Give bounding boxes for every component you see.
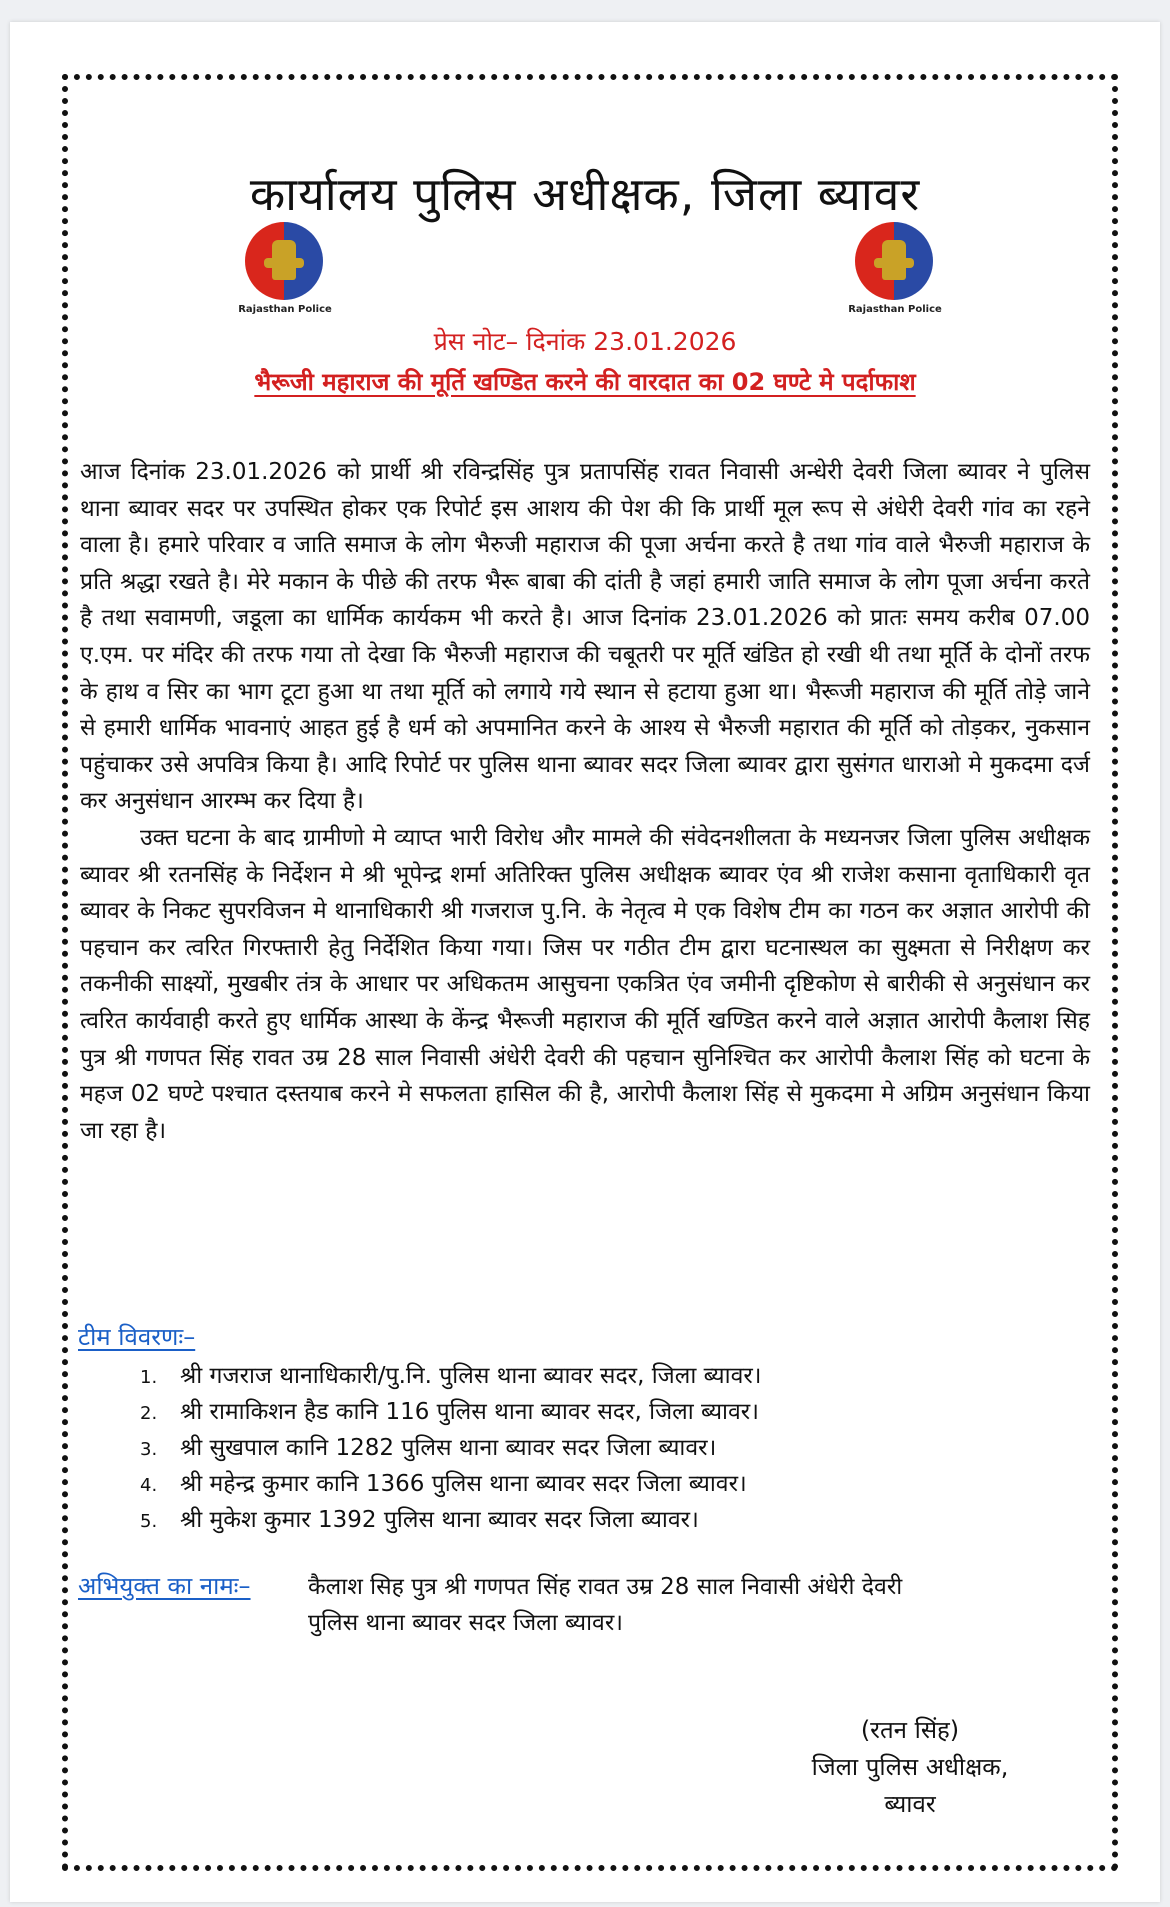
signatory-designation: जिला पुलिस अधीक्षक, — [811, 1753, 1009, 1781]
office-title: कार्यालय पुलिस अधीक्षक, जिला ब्यावर — [249, 167, 921, 221]
signature-block — [770, 1712, 1050, 1823]
headline-text: भैरूजी महाराज की मूर्ति खण्डित करने की वारदात का 02 घण्टे मे पर्दाफाश — [254, 368, 916, 396]
signatory-place: ब्यावर — [884, 1790, 936, 1818]
team-member — [140, 1431, 762, 1467]
rajasthan-police-emblem-left — [230, 222, 340, 322]
rajasthan-police-emblem-right — [840, 222, 950, 322]
paragraph-1: आज दिनांक 23.01.2026 को प्रार्थी श्री रविन्द्रसिंह पुत्र प्रतापसिंह रावत निवासी अन्धेरी देवरी जिला ब्यावर ने पुलिस थाना ब्यावर सदर पर उपस्थित होकर एक रिपोर्ट इस आशय की पेश की कि प्रार्थी मूल रूप से अंधेरी देवरी गांव का रहने वाला है। हमारे परिवार व जाति समाज के लोग भैरुजी महाराज की पूजा अर्चना करते है तथा गांव वाले भैरुजी महाराज के प्रति श्रद्धा रखते है। मेरे मकान के पीछे की तरफ भैरू बाबा की दांती है जहां हमारी जाति समाज के लोग पूजा अर्चना करते है तथा सवामणी, जडूला का धार्मिक कार्यकम भी करते है। आज दिनांक 23.01.2026 को प्रातः समय करीब 07.00 ए.एम. पर मंदिर की तरफ गया तो देखा कि भैरुजी महाराज की चबूतरी पर मूर्ति खंडित हो रखी थी तथा मूर्ति के दोनों तरफ के हाथ व सिर का भाग टूटा हुआ था तथा मूर्ति को लगाये गये स्थान से हटाया हुआ था। भैरूजी महाराज की मूर्ति तोड़े जाने से हमारी धार्मिक भावनाएं आहत हुई है धर्म को अपमानित करने के आश्य से भैरुजी महारात की मूर्ति को तोड़कर, नुकसान पहुंचाकर उसे अपवित्र किया है। आदि रिपोर्ट पर पुलिस थाना ब्यावर सदर जिला ब्यावर द्वारा सुसंगत धाराओ मे मुकदमा दर्ज कर अनुसंधान आरम्भ कर दिया है। — [80, 459, 1090, 815]
list-number: 4. — [140, 1475, 158, 1496]
document-page — [10, 22, 1160, 1902]
member-text: श्री रामाकिशन हैड कानि 116 पुलिस थाना ब्यावर सदर, जिला ब्यावर। — [180, 1399, 759, 1425]
team-heading: टीम विवरणः– — [78, 1323, 196, 1351]
list-number: 5. — [140, 1511, 158, 1532]
accused-line-1: कैलाश सिह पुत्र श्री गणपत सिंह रावत उम्र 28 साल निवासी अंधेरी देवरी — [308, 1574, 903, 1600]
accused-label: अभियुक्त का नामः– — [78, 1572, 251, 1600]
headline — [10, 365, 1160, 398]
list-number: 3. — [140, 1439, 158, 1460]
accused-details — [308, 1569, 1098, 1641]
team-member — [140, 1467, 762, 1503]
member-text: श्री मुकेश कुमार 1392 पुलिस थाना ब्यावर सदर जिला ब्यावर। — [180, 1507, 699, 1533]
team-list — [140, 1359, 762, 1539]
accused-line-2: पुलिस थाना ब्यावर सदर जिला ब्यावर। — [308, 1610, 623, 1636]
press-body — [80, 454, 1090, 1149]
emblem-caption: Rajasthan Police — [238, 304, 332, 315]
member-text: श्री गजराज थानाधिकारी/पु.नि. पुलिस थाना ब्यावर सदर, जिला ब्यावर। — [180, 1363, 762, 1389]
emblem-crest-icon — [272, 240, 296, 280]
signatory-name: (रतन सिंह) — [860, 1716, 960, 1744]
emblem-crest-icon — [882, 240, 906, 280]
team-member — [140, 1503, 762, 1539]
team-member — [140, 1395, 762, 1431]
list-number: 1. — [140, 1367, 158, 1388]
press-note-date: प्रेस नोट– दिनांक 23.01.2026 — [433, 327, 737, 356]
list-number: 2. — [140, 1403, 158, 1424]
member-text: श्री महेन्द्र कुमार कानि 1366 पुलिस थाना ब्यावर सदर जिला ब्यावर। — [180, 1471, 747, 1497]
team-member — [140, 1359, 762, 1395]
member-text: श्री सुखपाल कानि 1282 पुलिस थाना ब्यावर सदर जिला ब्यावर। — [180, 1435, 717, 1461]
emblem-caption: Rajasthan Police — [848, 304, 942, 315]
paragraph-2: उक्त घटना के बाद ग्रामीणो मे व्याप्त भारी विरोध और मामले की संवेदनशीलता के मध्यनजर जिला पुलिस अधीक्षक ब्यावर श्री रतनसिंह के निर्देशन मे श्री भूपेन्द्र शर्मा अतिरिक्त पुलिस अधीक्षक ब्यावर एंव श्री राजेश कसाना वृताधिकारी वृत ब्यावर के निकट सुपरविजन मे थानाधिकारी श्री गजराज पु.नि. के नेतृत्व मे एक विशेष टीम का गठन कर अज्ञात आरोपी की पहचान कर त्वरित गिरफ्तारी हेतु निर्देशित किया गया। जिस पर गठीत टीम द्वारा घटनास्थल का सुक्ष्मता से निरीक्षण कर तकनीकी साक्ष्यों, मुखबीर तंत्र के आधार पर अधिकतम आसुचना एकत्रित एंव जमीनी दृष्टिकोण से बारीकी से अनुसंधान कर त्वरित कार्यवाही करते हुए धार्मिक आस्था के केंन्द्र भैरूजी महाराज की मूर्ति खण्डित करने वाले अज्ञात आरोपी कैलाश सिह पुत्र श्री गणपत सिंह रावत उम्र 28 साल निवासी अंधेरी देवरी की पहचान सुनिश्चित कर आरोपी कैलाश सिंह को घटना के महज 02 घण्टे पश्चात दस्तयाब करने मे सफलता हासिल की है, आरोपी कैलाश सिंह से मुकदमा मे अग्रिम अनुसंधान किया जा रहा है। — [80, 824, 1090, 1144]
